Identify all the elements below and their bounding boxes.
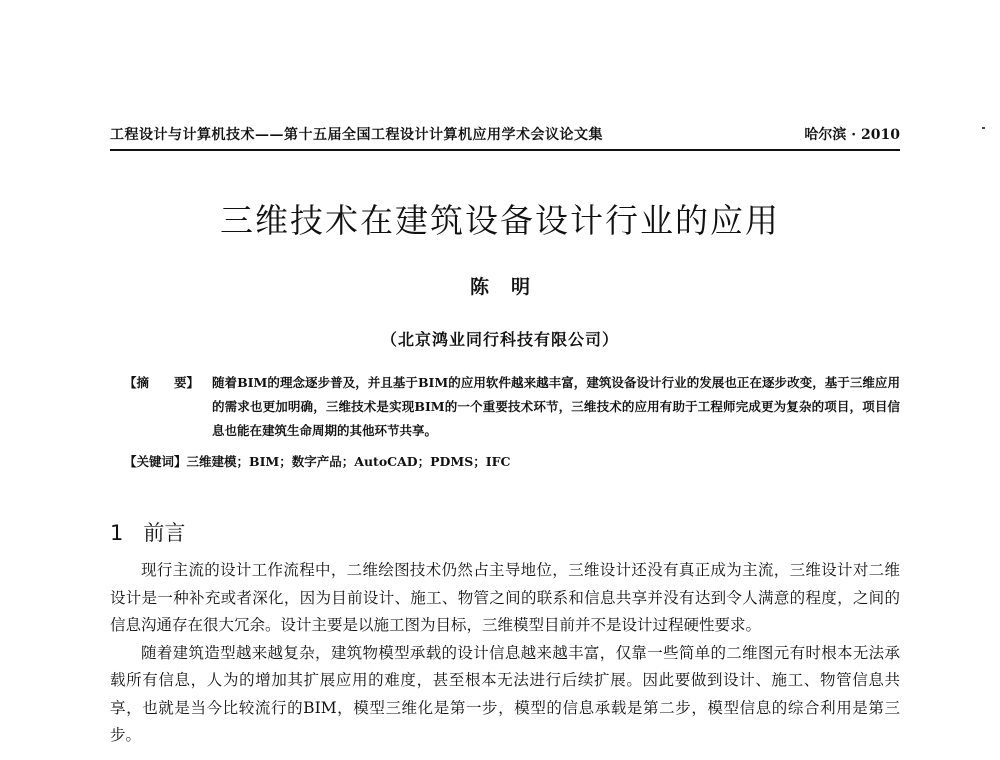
abstract-text: 随着BIM的理念逐步普及，并且基于BIM的应用软件越来越丰富，建筑设备设计行业的发展也正在逐步改变，基于三维应用的需求也更加明确，三维技术是实现BIM的一个重要技术环节，三维技术的应用有助于工程师完成更为复杂的项目，项目信息也能在建筑生命周期的其他环节共享。	[212, 375, 900, 438]
conference-location-year: 哈尔滨 · 2010	[804, 127, 900, 143]
author-name: 陈明	[469, 276, 552, 298]
running-header	[110, 124, 900, 148]
abstract-label: 【摘 要】	[124, 375, 200, 390]
keywords-text: 三维建模；BIM；数字产品；AutoCAD；PDMS；IFC	[186, 454, 511, 469]
journal-title: 工程设计与计算机技术——第十五届全国工程设计计算机应用学术会议论文集	[110, 127, 603, 143]
keywords-block	[124, 452, 900, 470]
body-paragraph: 随着建筑造型越来越复杂，建筑物模型承载的设计信息越来越丰富，仅靠一些简单的二维图元有时根本无法承载所有信息，人为的增加其扩展应用的难度，甚至根本无法进行后续扩展。因此要做到设计、施工、物管信息共享，也就是当今比较流行的BIM，模型三维化是第一步，模型的信息承载是第二步，模型信息的综合利用是第三步。	[110, 643, 900, 744]
header-divider	[110, 149, 900, 151]
abstract-block	[124, 371, 900, 443]
section-title: 前言	[143, 521, 186, 545]
section-heading	[110, 517, 185, 547]
body-paragraph: 现行主流的设计工作流程中，二维绘图技术仍然占主导地位，三维设计还没有真正成为主流，三维设计对二维设计是一种补充或者深化，因为目前设计、施工、物管之间的联系和信息共享并没有达到令人满意的程度，之间的信息沟通存在很大冗余。设计主要是以施工图为目标，三维模型目前并不是设计过程硬性要求。	[110, 561, 900, 634]
section-number: 1	[110, 521, 124, 545]
author-affiliation: （北京鸿业同行科技有限公司）	[380, 330, 619, 349]
paper-title: 三维技术在建筑设备设计行业的应用	[220, 201, 780, 240]
scan-speck	[982, 127, 985, 129]
section-body	[110, 557, 900, 750]
keywords-label: 【关键词】	[124, 454, 187, 469]
